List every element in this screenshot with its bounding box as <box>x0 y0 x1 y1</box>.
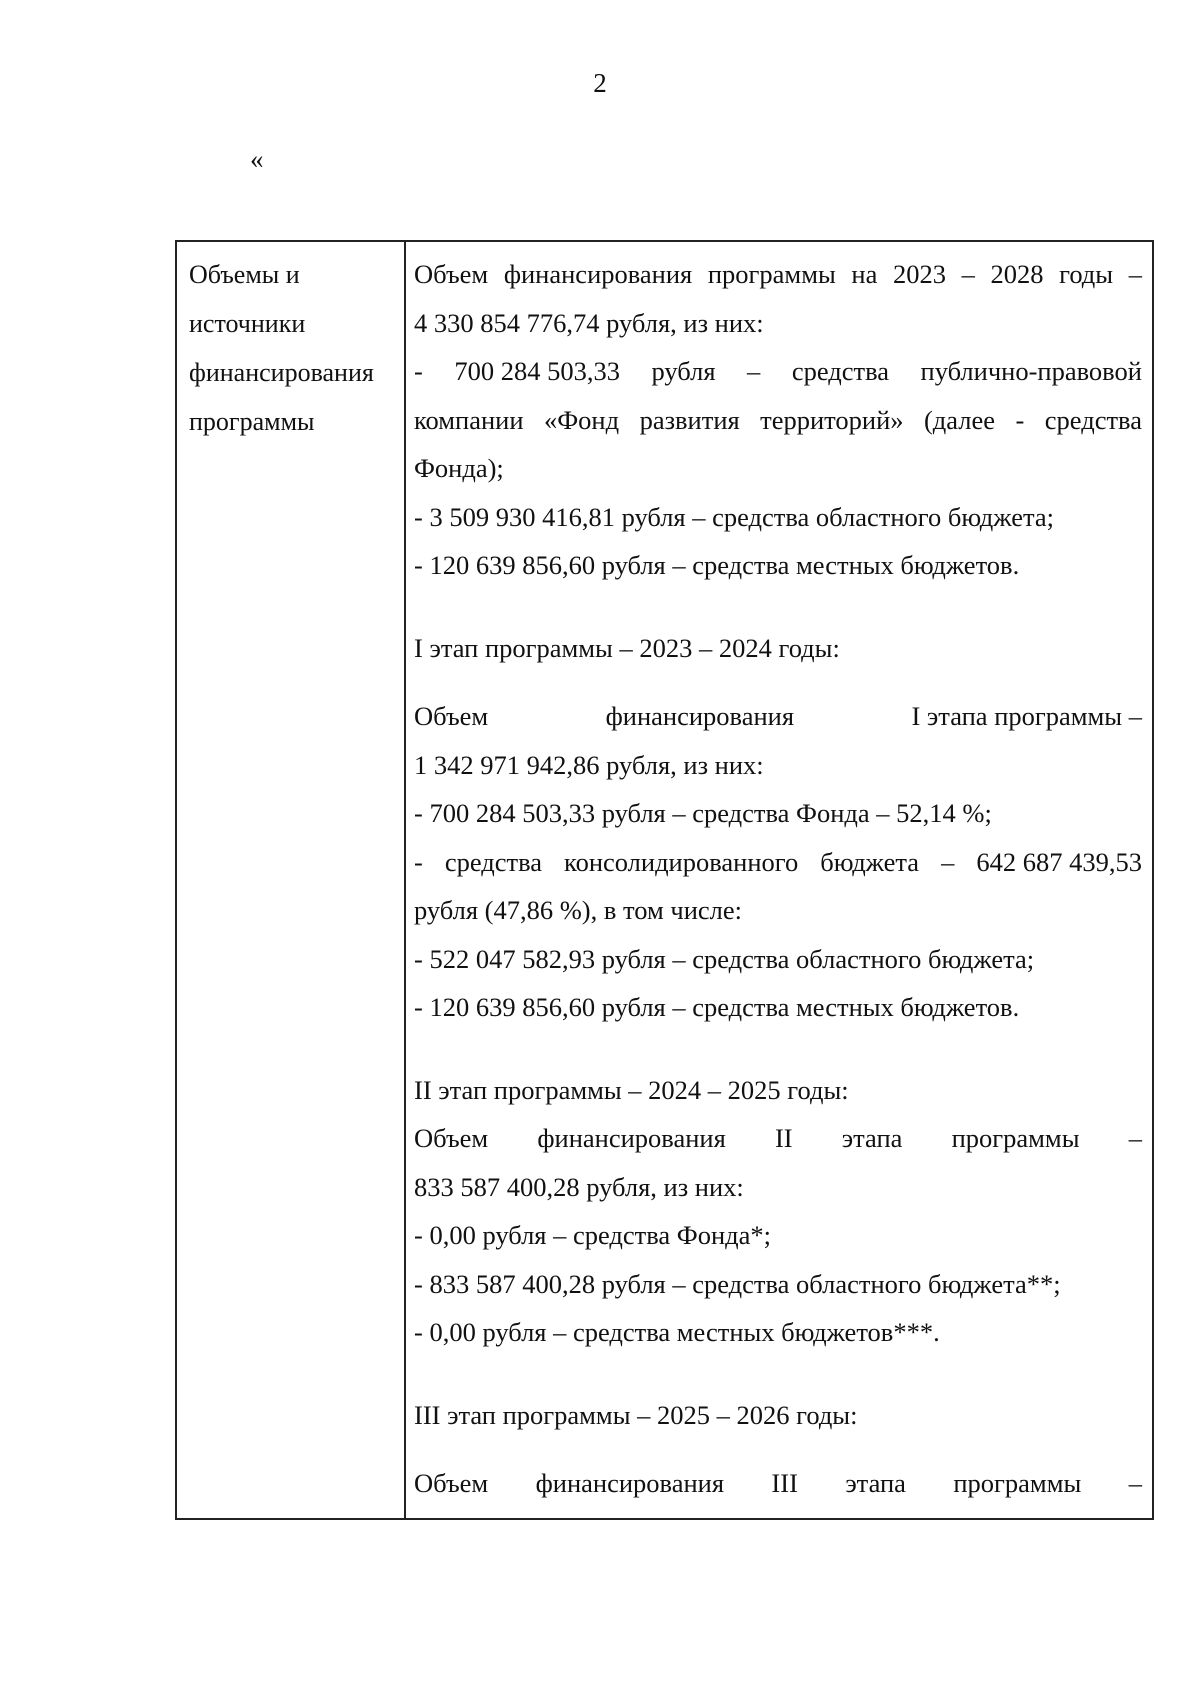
word: «Фонд <box>544 404 620 435</box>
word: 642 687 439,53 <box>976 846 1142 877</box>
word: бюджета <box>820 846 920 877</box>
word: Объем <box>414 701 489 731</box>
word: публично-правовой <box>920 356 1142 386</box>
text-line: 833 587 400,28 рубля, из них: <box>414 1171 744 1202</box>
word: финансирования <box>537 1123 726 1153</box>
page-number: 2 <box>593 68 607 98</box>
opening-quote-mark: « <box>250 144 264 174</box>
spacer <box>414 1032 1142 1066</box>
spacer <box>414 672 1142 692</box>
text-line: 1 342 971 942,86 рубля, из них: <box>414 749 764 780</box>
text-line: - 0,00 рубля – средства Фонда*; <box>414 1220 772 1250</box>
justified-line <box>414 347 1142 396</box>
word: II <box>774 1123 793 1153</box>
word: этапа <box>841 1123 903 1153</box>
word: (далее <box>923 404 996 435</box>
text-line: Фонда); <box>414 453 504 483</box>
spacer <box>414 1439 1142 1459</box>
text-line: - 120 639 856,60 рубля – средства местных бюджетов. <box>414 992 1020 1022</box>
word: – <box>1128 1123 1142 1153</box>
word: средства <box>444 846 543 877</box>
word: этапа <box>845 1468 906 1498</box>
header-line: финансирования <box>189 358 374 387</box>
stage-heading: I этап программы – 2023 – 2024 годы: <box>414 632 840 663</box>
word: программы <box>953 1468 1082 1498</box>
word: – <box>961 259 975 289</box>
justified-line <box>414 692 1142 741</box>
word: финансирования <box>605 701 795 731</box>
word: компании <box>414 404 524 435</box>
text-line: - 0,00 рубля – средства местных бюджетов***. <box>414 1317 940 1347</box>
word: - <box>1015 404 1025 435</box>
word: годы <box>1059 259 1114 289</box>
text-line: 4 330 854 776,74 рубля, из них: <box>414 307 764 338</box>
stage-heading: II этап программы – 2024 – 2025 годы: <box>414 1074 849 1105</box>
text-line: - 700 284 503,33 рубля – средства Фонда – 52,14 %; <box>414 798 992 828</box>
header-line: программы <box>189 407 315 436</box>
word: 2028 <box>990 259 1044 289</box>
justified-line <box>414 250 1142 299</box>
text-line: - 120 639 856,60 рубля – средства местных бюджетов. <box>414 550 1020 580</box>
column-divider <box>404 242 406 1518</box>
word: территорий» <box>760 404 904 435</box>
justified-line <box>414 1114 1142 1163</box>
word: I этапа программы – <box>911 701 1142 731</box>
word: средства <box>1044 404 1142 435</box>
word: 2023 <box>892 259 946 289</box>
text-line: - 833 587 400,28 рубля – средства областного бюджета**; <box>414 1268 1061 1299</box>
word: 700 284 503,33 <box>454 356 620 386</box>
word: средства <box>791 356 889 386</box>
word: консолидированного <box>564 846 799 877</box>
word: Объем <box>414 1468 489 1498</box>
word: Объем <box>414 1123 489 1153</box>
word: III <box>771 1468 798 1498</box>
justified-line <box>414 396 1142 445</box>
justified-line <box>414 838 1142 887</box>
word: развития <box>639 404 740 435</box>
text-line: - 3 509 930 416,81 рубля – средства областного бюджета; <box>414 501 1054 532</box>
word: - <box>414 846 423 877</box>
text-line: - 522 047 582,93 рубля – средства областного бюджета; <box>414 943 1035 974</box>
word: на <box>851 259 878 289</box>
word: программы <box>951 1123 1080 1153</box>
funding-table <box>175 240 1154 1520</box>
table-content-cell <box>414 250 1142 1508</box>
header-line: источники <box>189 309 306 338</box>
word: – <box>1128 259 1142 289</box>
word: финансирования <box>503 259 693 289</box>
word: - <box>414 356 423 386</box>
justified-line <box>414 1459 1142 1508</box>
header-line: Объемы и <box>189 260 300 289</box>
text-line: рубля (47,86 %), в том числе: <box>414 895 743 925</box>
word: – <box>941 846 955 877</box>
table-row-header-cell <box>189 250 399 446</box>
spacer <box>414 590 1142 624</box>
word: рубля <box>651 356 716 386</box>
word: программы <box>707 259 836 289</box>
word: – <box>1128 1468 1142 1498</box>
spacer <box>414 1357 1142 1391</box>
stage-heading: III этап программы – 2025 – 2026 годы: <box>414 1399 858 1430</box>
word: Объем <box>414 259 489 289</box>
word: – <box>747 356 761 386</box>
word: финансирования <box>535 1468 725 1498</box>
